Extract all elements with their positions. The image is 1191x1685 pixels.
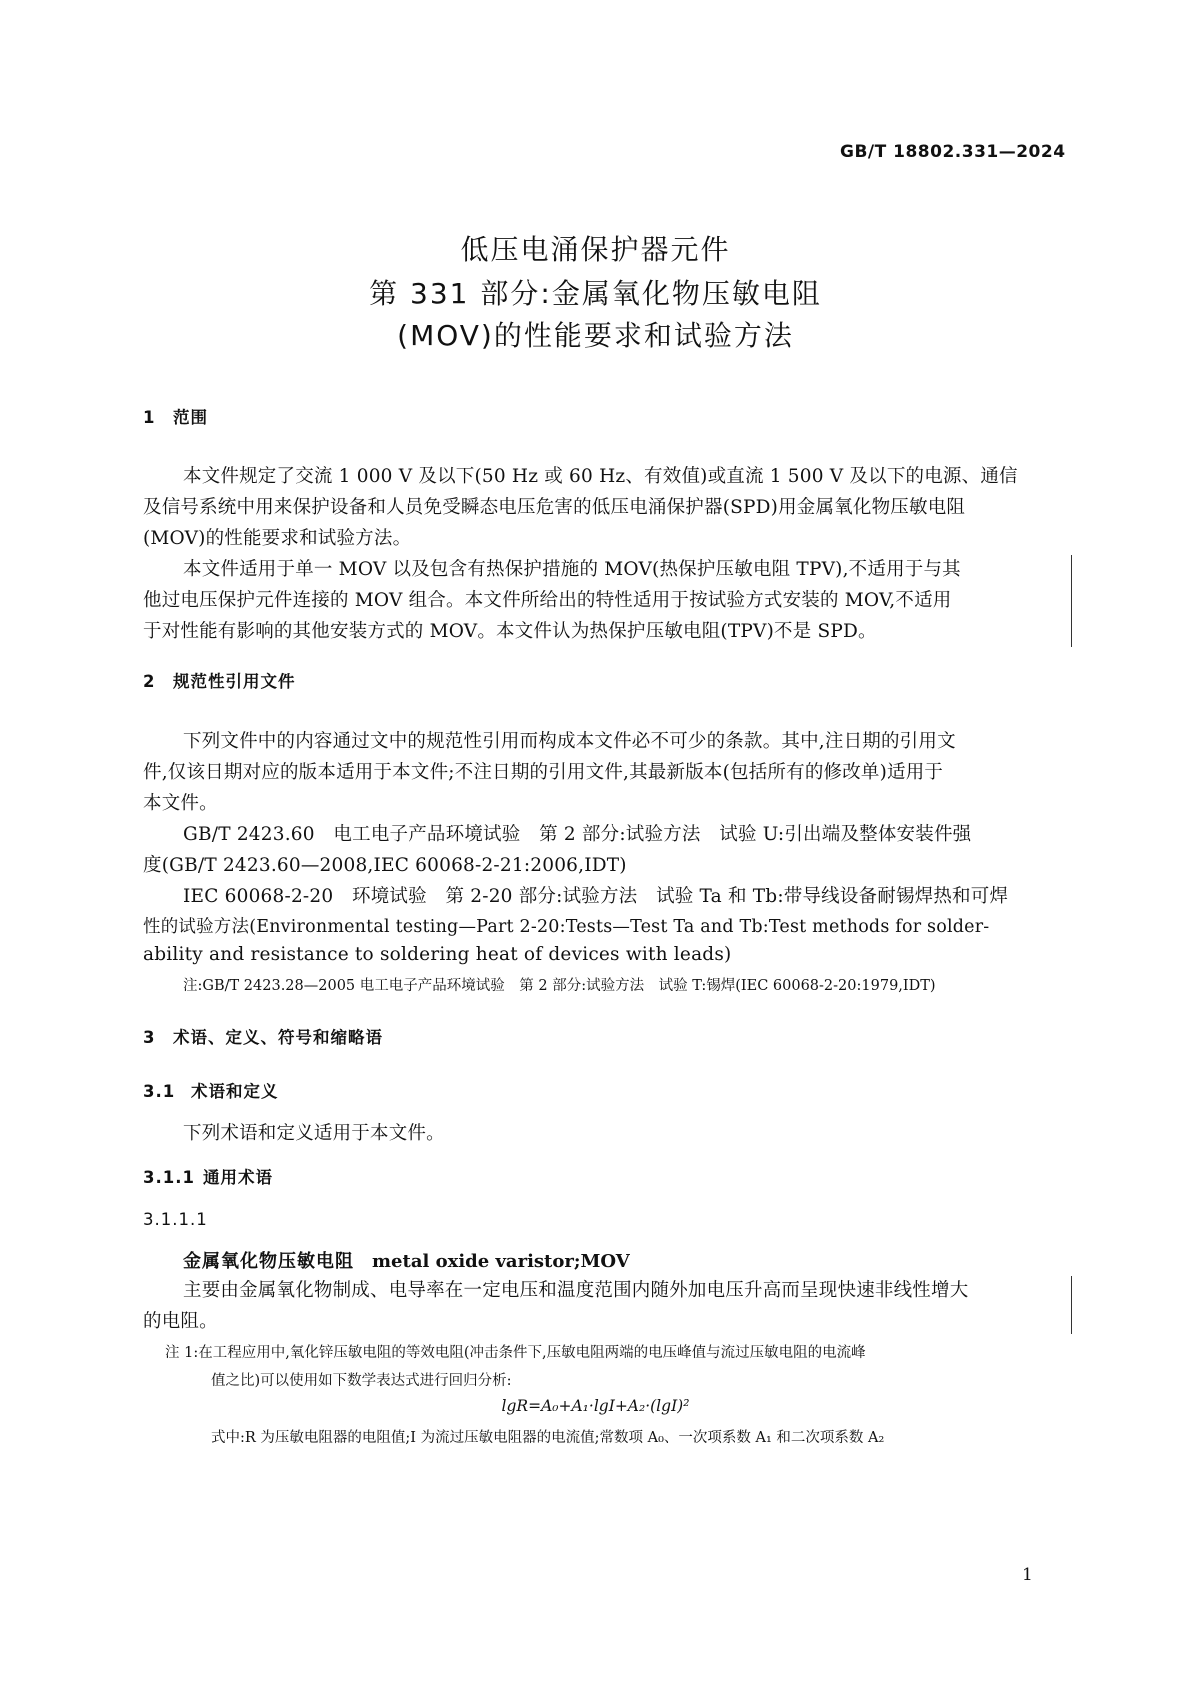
paragraph-line: 于对性能有影响的其他安装方式的 MOV。本文件认为热保护压敏电阻(TPV)不是 SPD。 [143, 621, 877, 642]
section-title: 术语、定义、符号和缩略语 [173, 1028, 383, 1047]
section-2-heading [143, 668, 296, 692]
term-entry [183, 1247, 630, 1273]
paragraph-line: (MOV)的性能要求和试验方法。 [143, 528, 412, 549]
term-note-line: 值之比)可以使用如下数学表达式进行回归分析: [211, 1373, 512, 1389]
section-number: 3 [143, 1028, 156, 1047]
paragraph-line: 本文件。 [143, 793, 218, 814]
paragraph-line: 件,仅该日期对应的版本适用于本文件;不注日期的引用文件,其最新版本(包括所有的修改单)适用于 [143, 762, 944, 783]
reference-note: 注:GB/T 2423.28—2005 电工电子产品环境试验 第 2 部分:试验方法 试验 T:锡焊(IEC 60068-2-20:1979,IDT) [183, 978, 936, 994]
change-bar [1071, 1276, 1072, 1334]
regression-formula: lgR=A₀+A₁·lgI+A₂·(lgI)² [501, 1397, 690, 1415]
definition-line: 的电阻。 [143, 1311, 218, 1332]
reference-line: GB/T 2423.60 电工电子产品环境试验 第 2 部分:试验方法 试验 U:引出端及整体安装件强 [183, 824, 972, 845]
section-title: 规范性引用文件 [173, 672, 296, 691]
reference-line: 度(GB/T 2423.60—2008,IEC 60068-2-21:2006,IDT) [143, 855, 627, 876]
term-english: metal oxide varistor;MOV [372, 1251, 630, 1272]
section-1-heading [143, 404, 208, 428]
page-number: 1 [1022, 1565, 1033, 1585]
subsection-3-1-heading [143, 1078, 279, 1102]
definition-line: 主要由金属氧化物制成、电导率在一定电压和温度范围内随外加电压升高而呈现快速非线性增大 [183, 1280, 969, 1301]
reference-line: 性的试验方法(Environmental testing—Part 2-20:Tests—Test Ta and Tb:Test methods for solder- [143, 917, 990, 937]
subsection-number: 3.1.1 [143, 1168, 195, 1187]
section-number: 1 [143, 408, 156, 427]
subsection-title: 通用术语 [203, 1168, 273, 1187]
title-line-3: (MOV)的性能要求和试验方法 [397, 319, 794, 352]
formula-explanation: 式中:R 为压敏电阻器的电阻值;I 为流过压敏电阻器的电流值;常数项 A₀、一次项系数 A₁ 和二次项系数 A₂ [211, 1430, 885, 1446]
term-note-line: 注 1:在工程应用中,氧化锌压敏电阻的等效电阻(冲击条件下,压敏电阻两端的电压峰值与流过压敏电阻的电流峰 [165, 1345, 866, 1361]
clause-number: 3.1.1.1 [143, 1210, 208, 1229]
paragraph-line: 他过电压保护元件连接的 MOV 组合。本文件所给出的特性适用于按试验方式安装的 MOV,不适用 [143, 590, 952, 611]
title-line-2: 第 331 部分:金属氧化物压敏电阻 [369, 277, 822, 310]
change-bar [1071, 555, 1072, 647]
subsection-title: 术语和定义 [191, 1082, 279, 1101]
section-number: 2 [143, 672, 156, 691]
paragraph-line: 本文件适用于单一 MOV 以及包含有热保护措施的 MOV(热保护压敏电阻 TPV),不适用于与其 [183, 559, 961, 580]
paragraph-line: 下列文件中的内容通过文中的规范性引用而构成本文件必不可少的条款。其中,注日期的引用文 [183, 731, 956, 752]
section-title: 范围 [173, 408, 208, 427]
subsection-3-1-1-heading [143, 1164, 273, 1188]
paragraph-line: 本文件规定了交流 1 000 V 及以下(50 Hz 或 60 Hz、有效值)或直流 1 500 V 及以下的电源、通信 [183, 466, 1018, 487]
term-chinese: 金属氧化物压敏电阻 [183, 1251, 354, 1272]
paragraph-line: 下列术语和定义适用于本文件。 [183, 1123, 445, 1144]
subsection-number: 3.1 [143, 1082, 176, 1101]
title-line-1: 低压电涌保护器元件 [460, 233, 731, 266]
section-3-heading [143, 1024, 383, 1048]
paragraph-line: 及信号系统中用来保护设备和人员免受瞬态电压危害的低压电涌保护器(SPD)用金属氧化物压敏电阻 [143, 497, 966, 518]
standard-number: GB/T 18802.331—2024 [840, 142, 1066, 162]
reference-line: IEC 60068-2-20 环境试验 第 2-20 部分:试验方法 试验 Ta 和 Tb:带导线设备耐锡焊热和可焊 [183, 886, 1009, 907]
reference-line: ability and resistance to soldering heat of devices with leads) [143, 944, 732, 965]
